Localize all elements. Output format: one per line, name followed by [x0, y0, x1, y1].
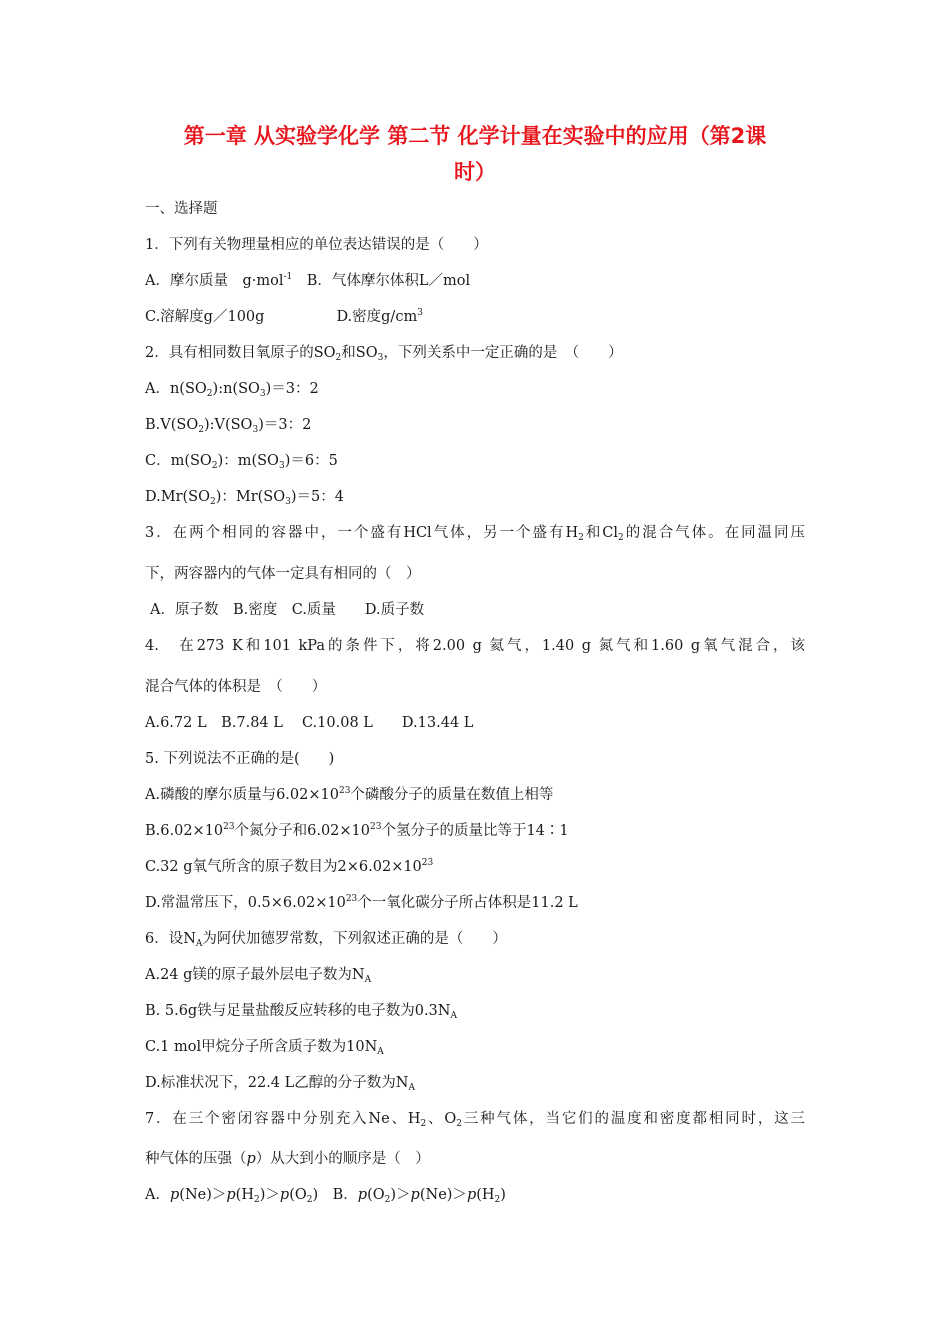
title-line-2: 时） — [454, 160, 496, 184]
q2-stem-mid: 和SO — [341, 345, 378, 361]
title-line-1: 第一章 从实验学化学 第二节 化学计量在实验中的应用（第2课 — [183, 124, 767, 148]
q7-a-0: A． — [145, 1187, 170, 1203]
q7-a-5: 2 — [253, 1195, 260, 1205]
q6-s-2: 为阿伏加德罗常数，下列叙述正确的是（ ） — [202, 931, 507, 947]
q5-b-2: 个氮分子和6.02×10 — [234, 823, 370, 839]
q7-a-7: p — [279, 1187, 290, 1203]
q2-d-4: )＝5：4 — [290, 489, 344, 505]
q7-b-8: (H — [476, 1187, 495, 1203]
q2-b-3: 3 — [252, 425, 259, 435]
q6-b-1: A — [450, 1011, 457, 1021]
q6-s-1: A — [195, 939, 203, 949]
q7-options — [145, 1183, 506, 1207]
q7-b-10: ) — [500, 1187, 506, 1203]
q7-s1-3: 2 — [456, 1119, 463, 1129]
q2-c-3: 3 — [278, 461, 285, 471]
q1-options-ab — [145, 269, 470, 293]
q7-b-3: 2 — [384, 1195, 391, 1205]
q6-option-a — [145, 963, 371, 987]
q7-s2-0: 种气体的压强（ — [145, 1151, 247, 1167]
q2-c-2: )：m(SO — [217, 453, 279, 469]
q2-option-c — [145, 449, 338, 473]
q6-b-0: B. 5.6g铁与足量盐酸反应转移的电子数为0.3N — [145, 1003, 451, 1019]
q3-s1-2: 和Cl — [583, 525, 619, 541]
q2-a-3: 3 — [259, 389, 266, 399]
q2-d-1: 2 — [209, 497, 216, 507]
q5-d-2: 个一氧化碳分子所占体积是11.2 L — [357, 895, 578, 911]
section-heading: 一、选择题 — [145, 201, 218, 217]
q2-stem — [145, 341, 623, 365]
q2-stem-sub1: 2 — [335, 353, 342, 363]
q7-s1-1: 2 — [420, 1119, 427, 1129]
q2-stem-sub2: 3 — [377, 353, 384, 363]
q1-stem: 1．下列有关物理量相应的单位表达错误的是（ ） — [145, 237, 488, 253]
q5-a-2: 个磷酸分子的质量在数值上相等 — [350, 787, 554, 803]
q4-options: A.6.72 L B.7.84 L C.10.08 L D.13.44 L — [145, 715, 474, 731]
q7-stem-line-2 — [145, 1147, 430, 1171]
q6-a-1: A — [364, 975, 372, 985]
q2-option-a — [145, 377, 319, 401]
q7-b-9: 2 — [494, 1195, 501, 1205]
q7-a-4: (H — [235, 1187, 254, 1203]
q2-b-1: 2 — [198, 425, 204, 435]
q4-stem-line-1: 4. 在273 K和101 kPa的条件下，将2.00 g 氦气，1.40 g 氮气和1.60 g氧气混合，该 — [145, 638, 805, 654]
q7-a-1: p — [169, 1187, 180, 1203]
q5-stem: 5. 下列说法不正确的是( ) — [145, 751, 335, 767]
q5-b-3: 23 — [370, 822, 382, 832]
q1-option-a: A．摩尔质量 g·mol — [145, 273, 284, 289]
q2-a-2: ):n(SO — [212, 381, 260, 397]
q1-option-d-sup: 3 — [417, 308, 423, 318]
q7-a-8: (O — [289, 1187, 307, 1203]
q3-s1-3: 2 — [618, 533, 624, 543]
q5-d-1: 23 — [345, 894, 358, 904]
q7-s2-2: ）从大到小的顺序是（ ） — [255, 1151, 430, 1167]
q2-d-2: )：Mr(SO — [215, 489, 286, 505]
q2-b-0: B.V(SO — [145, 417, 199, 433]
q7-b-6: (Ne)＞ — [419, 1187, 467, 1203]
q2-option-b — [145, 413, 311, 437]
q7-b-0: B． — [318, 1187, 358, 1203]
q5-option-c — [145, 855, 433, 879]
q5-c-1: 23 — [421, 858, 434, 868]
q7-a-2: (Ne)＞ — [179, 1187, 227, 1203]
q2-b-2: ):V(SO — [203, 417, 253, 433]
q7-b-1: p — [357, 1187, 368, 1203]
q7-b-5: p — [410, 1187, 420, 1203]
q2-a-1: 2 — [206, 389, 213, 399]
q3-s1-4: 的混合气体。在同温同压 — [623, 525, 806, 541]
q6-s-0: 6．设N — [145, 931, 196, 947]
q5-c-0: C.32 g氧气所含的原子数目为2×6.02×10 — [145, 859, 422, 875]
q2-stem-post: ，下列关系中一定正确的是 （ ） — [383, 345, 623, 361]
q2-a-4: )＝3：2 — [265, 381, 319, 397]
q1-option-b: B．气体摩尔体积L／mol — [292, 273, 471, 289]
q7-s1-2: 、O — [426, 1111, 457, 1127]
q7-b-2: (O — [367, 1187, 385, 1203]
q7-a-10: ) — [312, 1187, 319, 1203]
q5-option-a — [145, 783, 553, 807]
q6-c-1: A — [377, 1047, 384, 1057]
q7-b-4: )＞ — [390, 1187, 411, 1203]
q7-s1-0: 7．在三个密闭容器中分别充入Ne、H — [145, 1111, 421, 1127]
q1-options-cd — [145, 305, 423, 329]
page-title — [110, 118, 840, 190]
q2-c-4: )＝6：5 — [284, 453, 338, 469]
q6-stem — [145, 927, 507, 951]
q3-s1-1: 2 — [578, 533, 584, 543]
q7-b-7: p — [466, 1187, 477, 1203]
q7-a-9: 2 — [306, 1195, 313, 1205]
q7-stem-line-1 — [145, 1107, 805, 1131]
q6-d-1: A — [408, 1083, 415, 1093]
q3-s1-0: 3．在两个相同的容器中，一个盛有HCl气体，另一个盛有H — [145, 525, 579, 541]
q6-option-d — [145, 1071, 415, 1095]
q6-a-0: A.24 g镁的原子最外层电子数为N — [145, 967, 365, 983]
q2-b-4: )＝3：2 — [258, 417, 312, 433]
q5-option-d — [145, 891, 578, 915]
q2-d-3: 3 — [285, 497, 291, 507]
q2-d-0: D.Mr(SO — [145, 489, 210, 505]
q3-options: A．原子数 B.密度 C.质量 D.质子数 — [150, 602, 425, 618]
q7-a-6: )＞ — [259, 1187, 280, 1203]
q6-option-c — [145, 1035, 384, 1059]
q6-c-0: C.1 mol甲烷分子所含质子数为10N — [145, 1039, 378, 1055]
q5-b-0: B.6.02×10 — [145, 823, 224, 839]
q5-option-b — [145, 819, 569, 843]
q6-d-0: D.标准状况下，22.4 L乙醇的分子数为N — [145, 1075, 409, 1091]
q1-option-a-sup: -1 — [283, 272, 293, 282]
q7-a-3: p — [226, 1187, 236, 1203]
q2-option-d — [145, 485, 344, 509]
q5-a-1: 23 — [338, 786, 351, 796]
q2-a-0: A．n(SO — [145, 381, 207, 397]
q5-d-0: D.常温常压下，0.5×6.02×10 — [145, 895, 346, 911]
q7-s1-4: 三种气体，当它们的温度和密度都相同时，这三 — [462, 1111, 806, 1127]
q7-s2-1: p — [246, 1151, 256, 1167]
q1-option-c: C.溶解度g／100g — [145, 309, 265, 325]
q5-b-4: 个氢分子的质量比等于14∶1 — [381, 823, 569, 839]
q4-stem-line-2: 混合气体的体积是 （ ） — [145, 679, 327, 695]
q5-a-0: A.磷酸的摩尔质量与6.02×10 — [145, 787, 339, 803]
q2-stem-pre: 2．具有相同数目氧原子的SO — [145, 345, 336, 361]
q1-option-d: D.密度g/cm — [336, 309, 418, 325]
q2-c-1: 2 — [211, 461, 218, 471]
q6-option-b — [145, 999, 457, 1023]
q2-c-0: C．m(SO — [145, 453, 212, 469]
q3-stem-line-1 — [145, 521, 805, 545]
q5-b-1: 23 — [223, 822, 235, 832]
q3-stem-line-2: 下，两容器内的气体一定具有相同的（ ） — [145, 566, 421, 582]
